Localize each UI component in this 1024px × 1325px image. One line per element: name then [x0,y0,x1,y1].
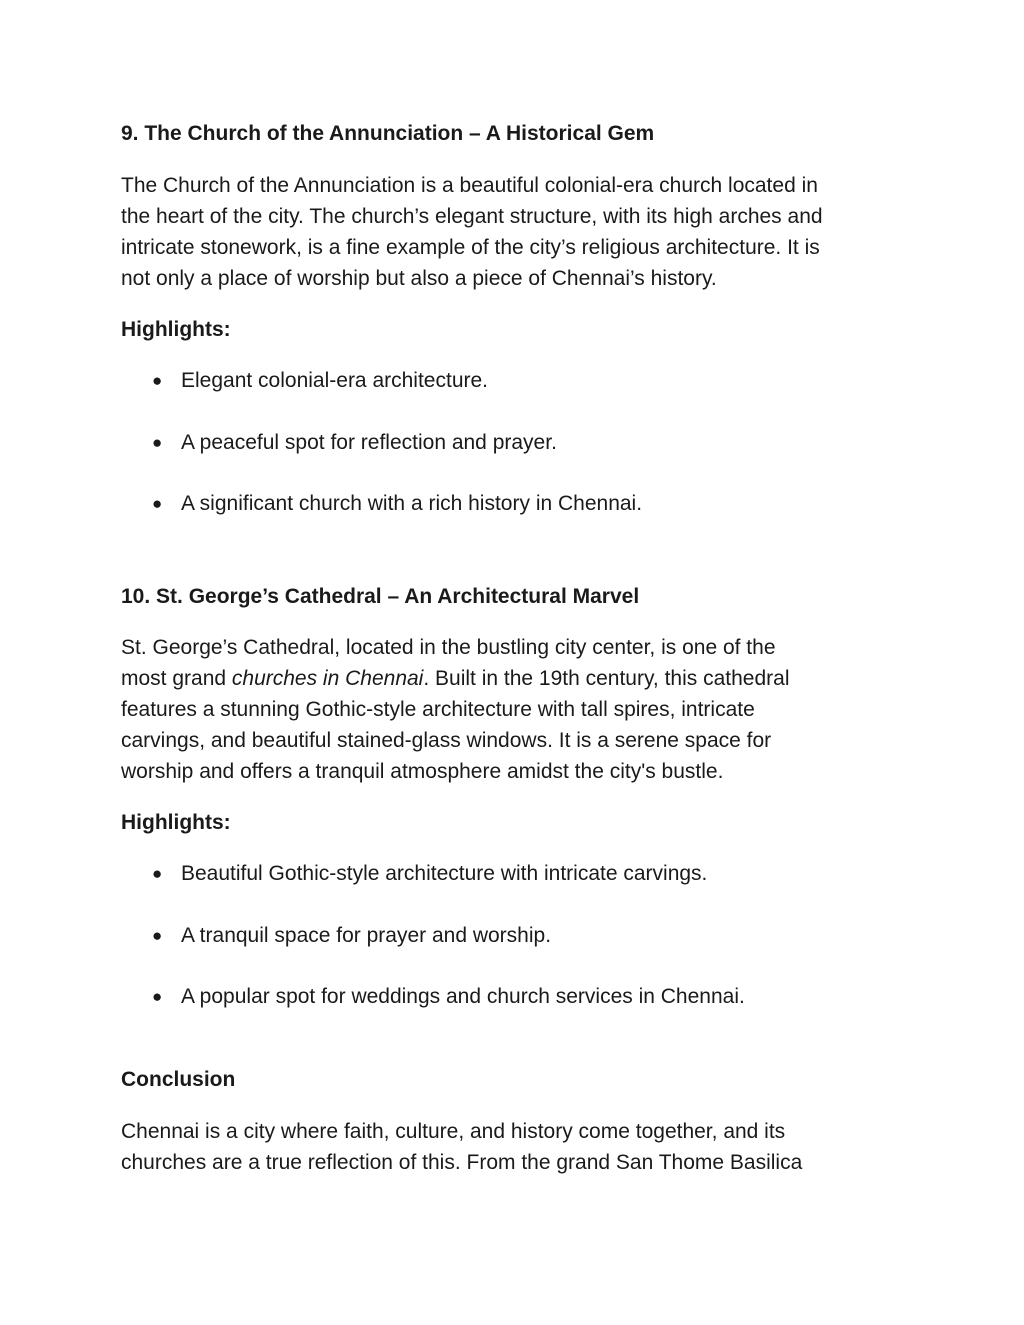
bullet-icon: ● [152,433,163,452]
paragraph-line: Chennai is a city where faith, culture, and history come together, and its [121,1120,786,1143]
list-item [152,430,557,456]
section-9-highlights-label: Highlights: [121,318,231,341]
bullet-icon: ● [152,864,163,883]
conclusion-paragraph [121,1116,911,1178]
paragraph-text: . Built in the 19th century, this cathedral [423,667,790,690]
list-item-text: Elegant colonial-era architecture. [181,369,489,392]
list-item-text: A significant church with a rich history in Chennai. [181,492,643,515]
list-item-text: A peaceful spot for reflection and prayer. [181,431,557,454]
section-9-paragraph [121,170,911,294]
paragraph-line: churches are a true reflection of this. From the grand San Thome Basilica [121,1151,803,1174]
paragraph-line: worship and offers a tranquil atmosphere amidst the city's bustle. [121,760,724,783]
paragraph-text: most grand [121,667,232,690]
list-item [152,923,551,949]
list-item [152,984,745,1010]
paragraph-line: the heart of the city. The church’s elegant structure, with its high arches and [121,205,823,228]
paragraph-line: intricate stonework, is a fine example of the city’s religious architecture. It is [121,236,820,259]
section-9-heading: 9. The Church of the Annunciation – A Historical Gem [121,122,655,145]
section-10-paragraph [121,632,911,787]
list-item-text: A tranquil space for prayer and worship. [181,924,552,947]
paragraph-line: carvings, and beautiful stained-glass windows. It is a serene space for [121,729,772,752]
bullet-icon: ● [152,494,163,513]
paragraph-line [121,663,911,694]
paragraph-line: not only a place of worship but also a piece of Chennai’s history. [121,267,717,290]
section-10-heading: 10. St. George’s Cathedral – An Architectural Marvel [121,585,640,608]
list-item [152,861,707,887]
list-item-text: Beautiful Gothic-style architecture with intricate carvings. [181,862,708,885]
bullet-icon: ● [152,371,163,390]
section-10-highlights-label: Highlights: [121,811,231,834]
conclusion-heading: Conclusion [121,1068,236,1091]
paragraph-line: St. George’s Cathedral, located in the bustling city center, is one of the [121,636,776,659]
bullet-icon: ● [152,987,163,1006]
list-item-text: A popular spot for weddings and church services in Chennai. [181,985,745,1008]
list-item [152,368,488,394]
paragraph-line: features a stunning Gothic-style architecture with tall spires, intricate [121,698,755,721]
list-item [152,491,642,517]
churches-in-chennai-emphasis: churches in Chennai [231,667,424,690]
paragraph-line: The Church of the Annunciation is a beautiful colonial-era church located in [121,174,818,197]
bullet-icon: ● [152,926,163,945]
